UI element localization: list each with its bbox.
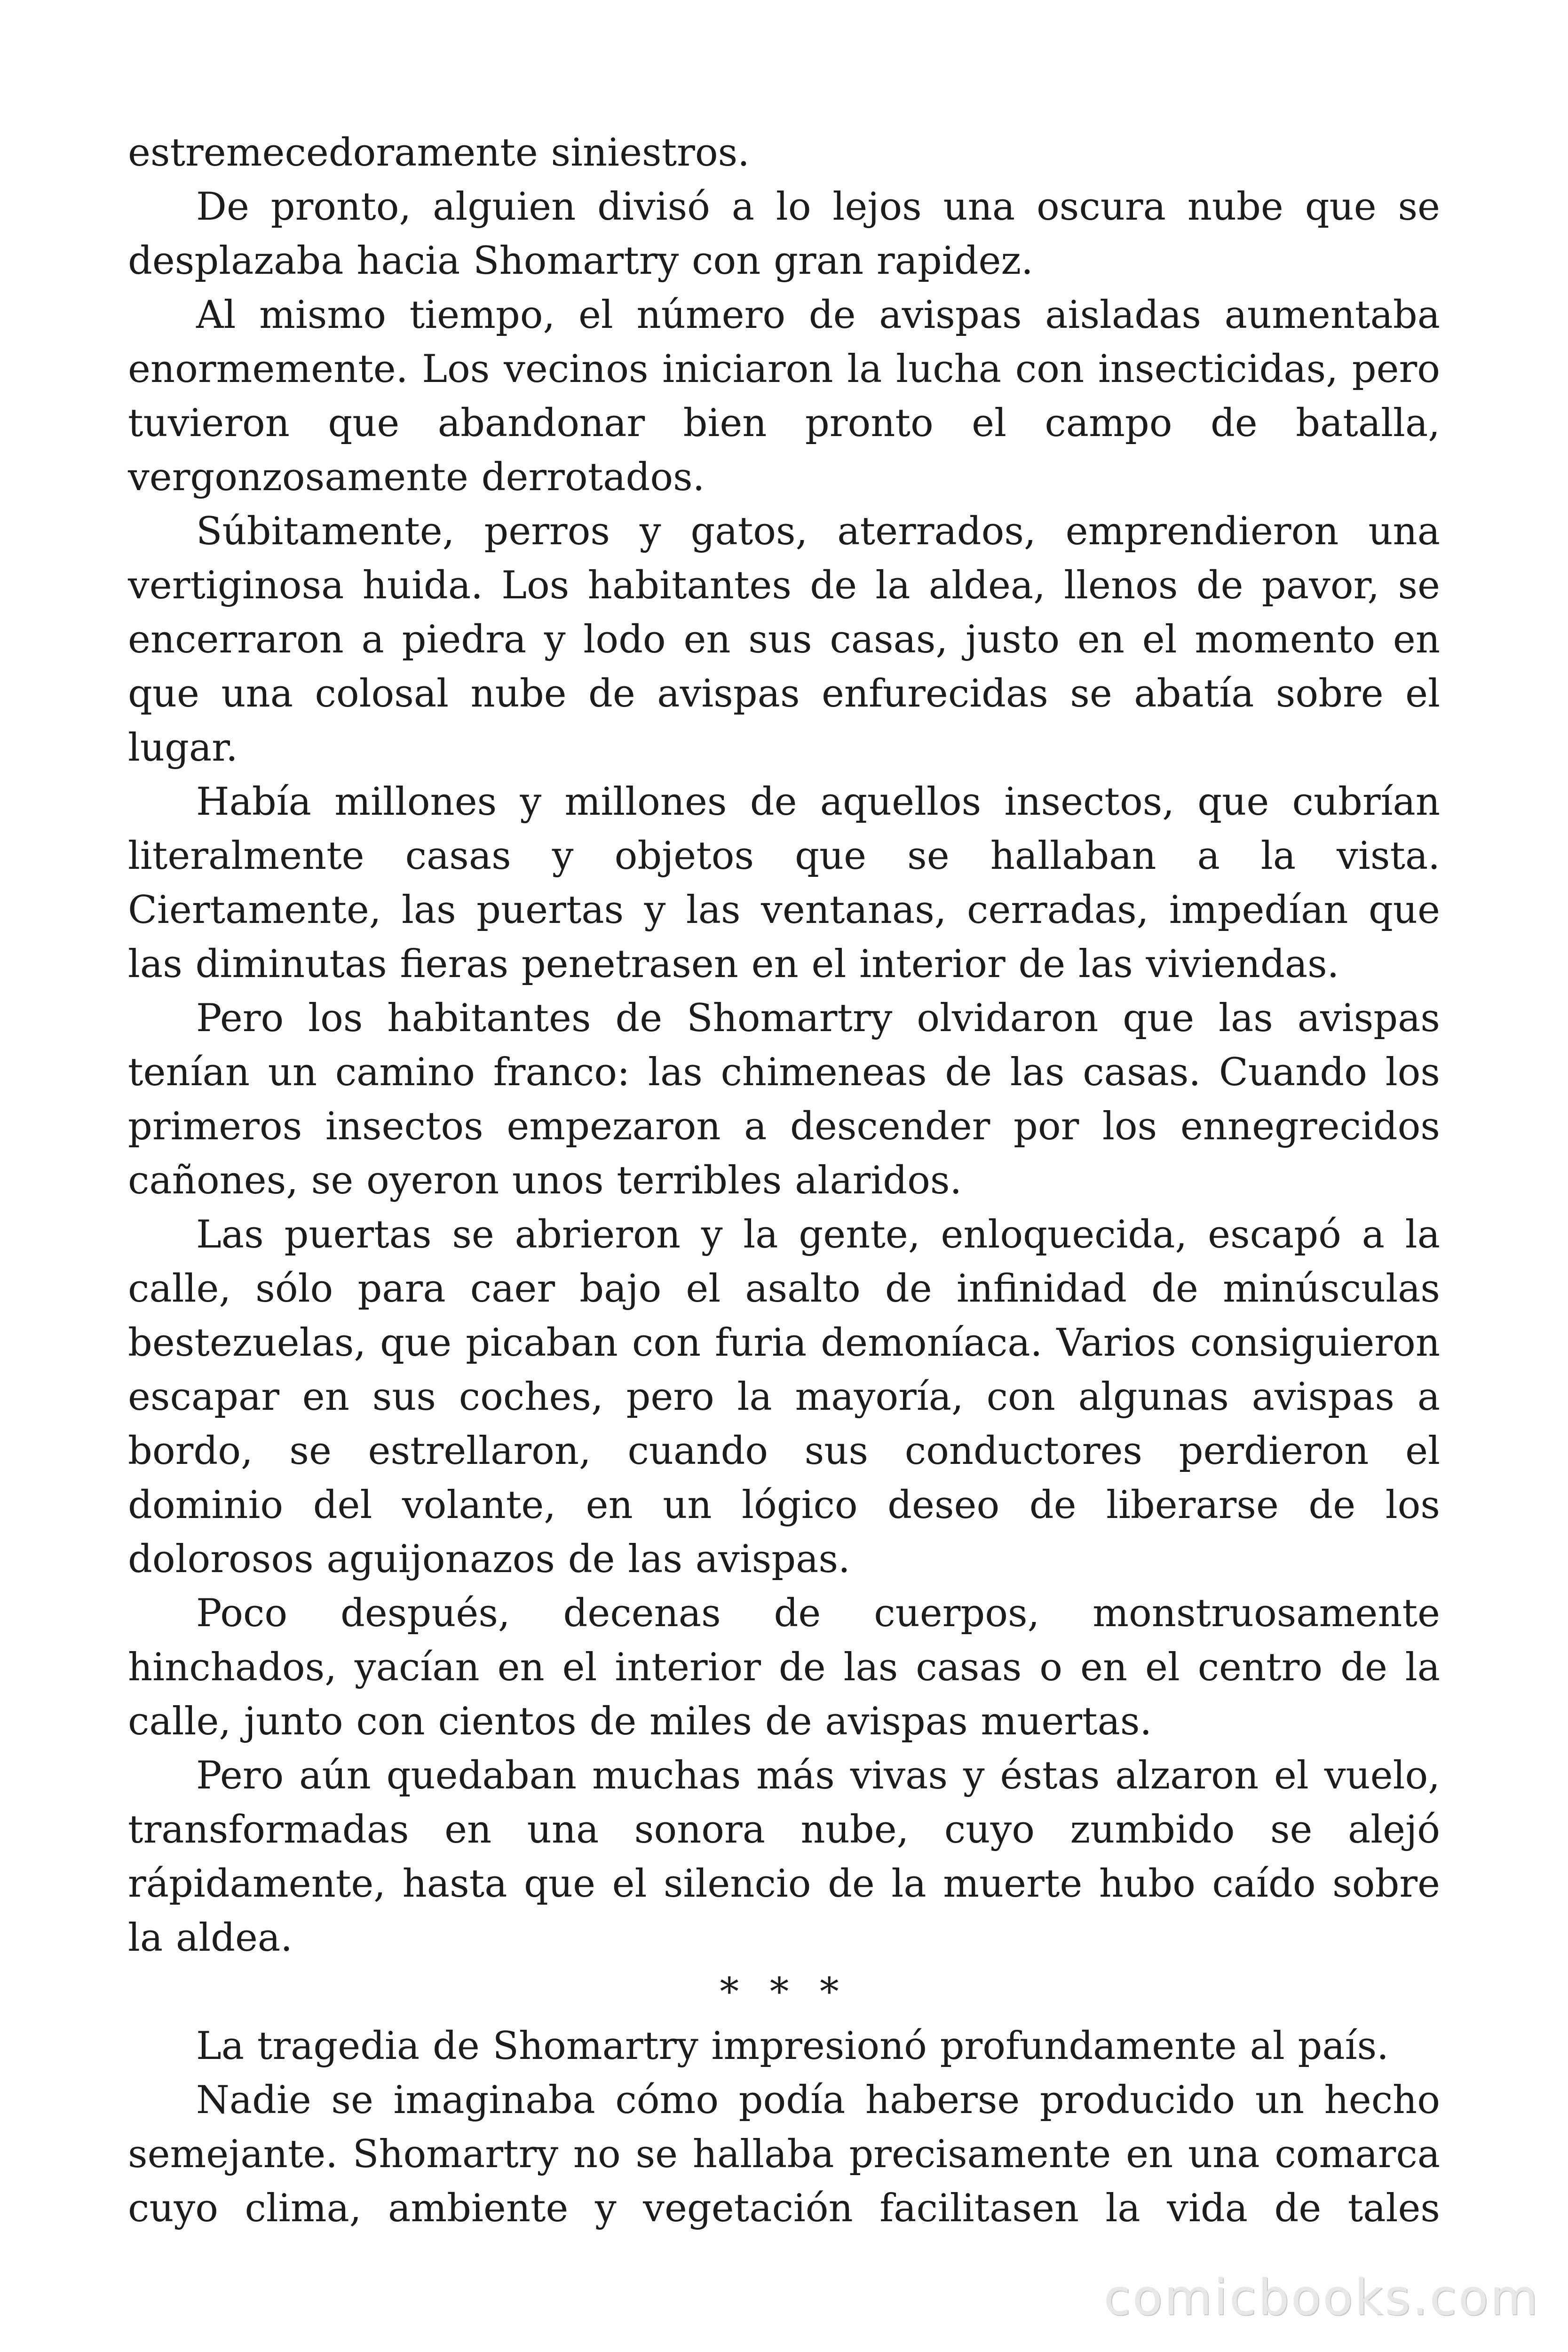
- page-body: [128, 126, 1440, 2236]
- paragraph: De pronto, alguien divisó a lo lejos una oscura nube que se desplazaba hacia Shomartry con gran rapidez.: [128, 185, 1440, 283]
- paragraph: La tragedia de Shomartry impresionó profundamente al país.: [196, 2024, 1389, 2068]
- watermark-logo: comicbooks.com: [1103, 2269, 1540, 2326]
- paragraph: Las puertas se abrieron y la gente, enloquecida, escapó a la calle, sólo para caer bajo el asalto de infinidad de minúsculas bestezuelas, que picaban con furia demoníaca. Varios consiguieron escapar en sus coches, pero la mayoría, con algunas avispas a bordo, se estrellaron, cuando sus conductores perdieron el dominio del volante, en un lógico deseo de liberarse de los dolorosos aguijonazos de las avispas.: [128, 1213, 1440, 1581]
- paragraph: Pero aún quedaban muchas más vivas y éstas alzaron el vuelo, transformadas en una sonora nube, cuyo zumbido se alejó rápidamente, hasta que el silencio de la muerte hubo caído sobre la aldea.: [128, 1754, 1440, 1960]
- paragraph: Súbitamente, perros y gatos, aterrados, emprendieron una vertiginosa huida. Los habitantes de la aldea, llenos de pavor, se encerraron a piedra y lodo en sus casas, justo en el momento en que una colosal nube de avispas enfurecidas se abatía sobre el lugar.: [128, 509, 1440, 770]
- paragraph: Pero los habitantes de Shomartry olvidaron que las avispas tenían un camino franco: las chimeneas de las casas. Cuando los primeros insectos empezaron a descender por los ennegrecidos cañones, se oyeron unos terribles alaridos.: [128, 996, 1440, 1203]
- paragraph: Poco después, decenas de cuerpos, monstruosamente hinchados, yacían en el interior de las casas o en el centro de la calle, junto con cientos de miles de avispas muertas.: [128, 1591, 1440, 1744]
- paragraph: estremecedoramente siniestros.: [128, 131, 750, 175]
- paragraph-continued: Nadie se imaginaba cómo podía haberse producido un hecho semejante. Shomartry no se hallaba precisamente en una comarca cuyo clima, ambiente y vegetación facilitasen la vida de tales: [128, 2078, 1440, 2231]
- paragraph: Había millones y millones de aquellos insectos, que cubrían literalmente casas y objetos que se hallaban a la vista. Ciertamente, las puertas y las ventanas, cerradas, impedían que las diminutas fieras penetrasen en el interior de las viviendas.: [128, 780, 1440, 986]
- paragraph: Al mismo tiempo, el número de avispas aisladas aumentaba enormemente. Los vecinos iniciaron la lucha con insecticidas, pero tuvieron que abandonar bien pronto el campo de batalla, vergonzosamente derrotados.: [128, 293, 1440, 500]
- section-separator: * * *: [720, 1970, 848, 2014]
